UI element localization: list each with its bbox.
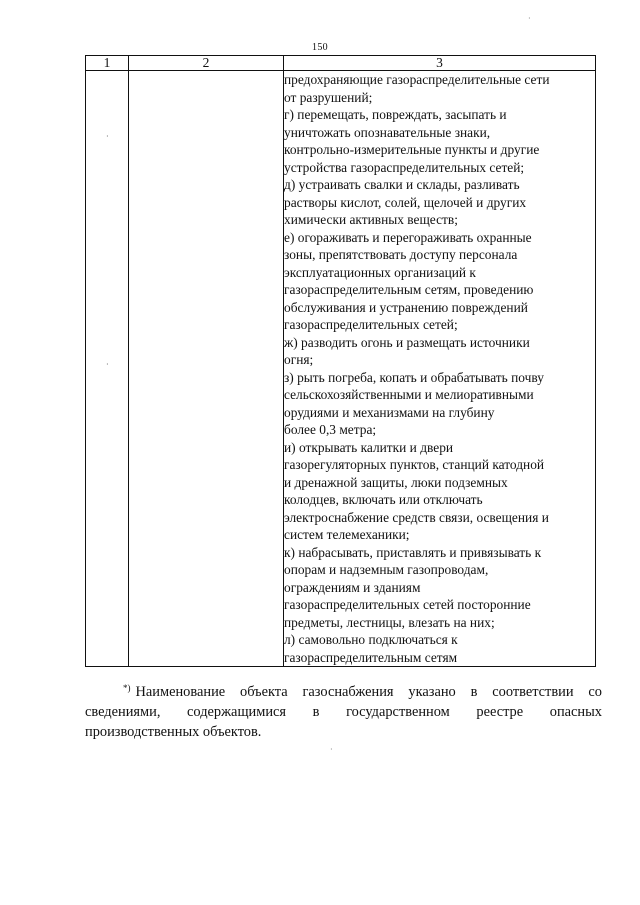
table-text-line: г) перемещать, повреждать, засыпать и <box>284 107 507 122</box>
table-text-line: огня; <box>284 352 314 367</box>
table-text-line: предохраняющие газораспределительные сети <box>284 72 550 87</box>
table-text-line: ограждениям и зданиям <box>284 579 421 595</box>
table-text-line: л) самовольно подключаться к <box>284 632 458 647</box>
footnote-text: Наименование объекта газоснабжения указано в соответствии со сведениями, содержащимися в государственном реестре опасных производственных объектов. <box>85 684 602 740</box>
page-number: 150 <box>312 42 328 53</box>
table-text-line: газораспределительным сетям, проведению <box>284 282 534 297</box>
table-text-line: опорам и надземным газопроводам, <box>284 562 489 577</box>
table-text-line: предметы, лестницы, влезать на них; <box>284 614 495 630</box>
scan-speck: · <box>330 745 333 754</box>
scan-speck: · <box>528 14 531 23</box>
scan-speck: · <box>106 360 109 369</box>
table-text-line: газораспределительных сетей; <box>284 317 458 332</box>
table-row <box>86 71 596 667</box>
table-text-line: колодцев, включать или отключать <box>284 492 483 507</box>
table-text-line: более 0,3 метра; <box>284 422 377 437</box>
table-text-line: устройства газораспределительных сетей; <box>284 159 525 175</box>
table-text-line: д) устраивать свалки и склады, разливать <box>284 177 520 192</box>
table-text-line: зоны, препятствовать доступу персонала <box>284 247 518 262</box>
column-3-cell <box>284 71 596 667</box>
table-text-line: ж) разводить огонь и размещать источники <box>284 334 530 350</box>
table-text-line: з) рыть погреба, копать и обрабатывать почву <box>284 369 544 385</box>
column-2-cell <box>129 71 284 667</box>
table-text-line: уничтожать опознавательные знаки, <box>284 124 491 140</box>
column-header-2: 2 <box>129 56 284 71</box>
table-text-line: обслуживания и устранению повреждений <box>284 299 528 315</box>
table-text-line: контрольно-измерительные пункты и другие <box>284 142 540 157</box>
table-text-line: систем телемеханики; <box>284 527 410 542</box>
table-text-line: к) набрасывать, приставлять и привязывать к <box>284 544 542 560</box>
table-text-line: газораспределительных сетей посторонние <box>284 597 531 612</box>
table-text-line: орудиями и механизмами на глубину <box>284 404 495 420</box>
table-text-line: электроснабжение средств связи, освещения и <box>284 509 549 525</box>
table-text-line: газораспределительным сетям <box>284 649 458 665</box>
table-text-line: растворы кислот, солей, щелочей и других <box>284 194 527 210</box>
table-text-line: эксплуатационных организаций к <box>284 264 476 280</box>
footnote <box>85 682 602 742</box>
table-text-line: сельскохозяйственными и мелиоративными <box>284 387 534 402</box>
table-text-line: от разрушений; <box>284 89 373 105</box>
column-header-3: 3 <box>284 56 596 71</box>
footnote-marker: *) <box>123 683 131 693</box>
table-text-line: химически активных веществ; <box>284 212 458 227</box>
table-text-line: газорегуляторных пунктов, станций катодной <box>284 457 545 472</box>
prohibitions-text <box>284 71 595 666</box>
table-text-line: е) огораживать и перегораживать охранные <box>284 229 532 245</box>
table-text-line: и дренажной защиты, люки подземных <box>284 474 508 490</box>
table-text-line: и) открывать калитки и двери <box>284 439 454 455</box>
column-header-1: 1 <box>86 56 129 71</box>
column-1-cell <box>86 71 129 667</box>
requirements-table <box>85 55 596 667</box>
table-header-row <box>86 56 596 71</box>
scan-speck: · <box>106 132 109 141</box>
